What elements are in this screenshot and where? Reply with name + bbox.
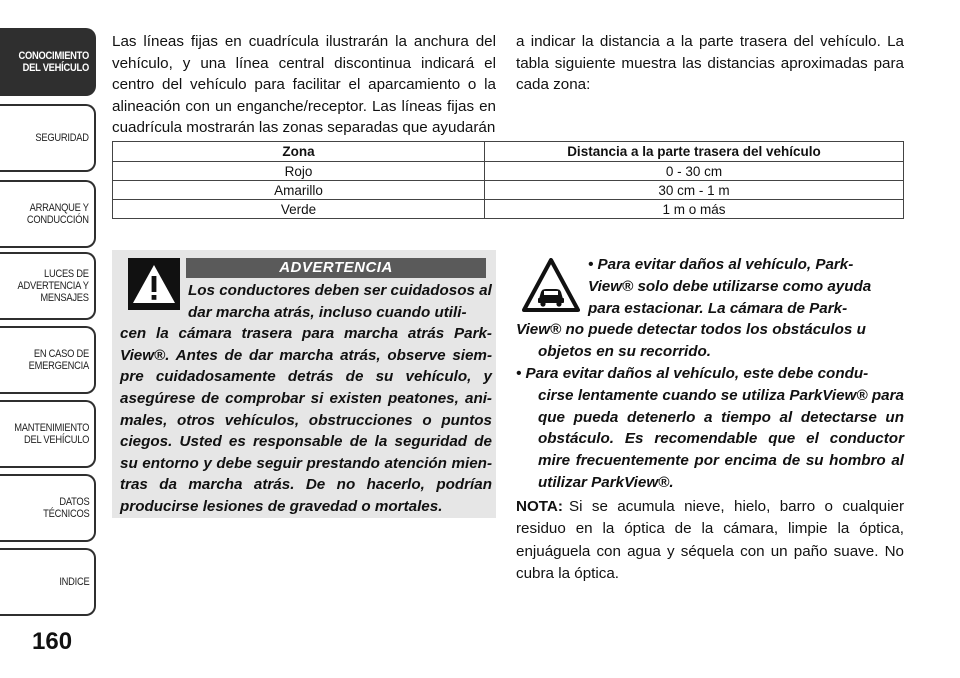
tab-label: ARRANQUE Y CONDUCCIÓN bbox=[27, 202, 89, 226]
tab-label: INDICE bbox=[58, 576, 89, 588]
tab-luces-de-advertencia[interactable] bbox=[0, 252, 96, 320]
nota-text: Si se acumula nieve, hielo, barro o cualquier residuo en la óptica de la cámara, limpie la óptica, enjuáguela con agua y séquela con un paño suave. No cubra la óptica. bbox=[516, 498, 904, 583]
table-row bbox=[113, 162, 904, 181]
tab-label: MANTENIMIENTO DEL VEHÍCULO bbox=[14, 422, 89, 446]
tab-label: SEGURIDAD bbox=[35, 132, 89, 144]
warning-title: ADVERTENCIA bbox=[186, 258, 486, 278]
table-row bbox=[113, 200, 904, 219]
caution-line: objetos en su recorrido. bbox=[538, 343, 712, 361]
caution-line: para estacionar. La cámara de Park- bbox=[588, 299, 848, 317]
table-row bbox=[113, 181, 904, 200]
caution-line: cirse lentamente cuando se utiliza ParkView® para que pueda detenerlo a tiempo al detectarse un obstáculo. Es recomendable que el conductor mire frecuentemente por encima de su hombro al utilizar ParkView®. bbox=[538, 386, 904, 491]
warning-line-2: dar marcha atrás, incluso cuando utili- bbox=[188, 303, 467, 321]
nota-label: NOTA: bbox=[516, 498, 563, 515]
tab-seguridad[interactable] bbox=[0, 104, 96, 172]
warning-body: cen la cámara trasera para marcha atrás Park-View®. Antes de dar marcha atrás, observe siem-pre cuidadosamente detrás de su vehículo, y asegúrese de comprobar si existen peatones, ani-males, otros vehículos, obstrucciones o puntos ciegos. Usted es responsable de la seguridad de su entorno y debe seguir prestando atención mien-tras da marcha atrás. De no hacerlo, podrían producirse lesiones de gravedad o mortales. bbox=[120, 325, 492, 515]
tab-arranque-y-conduccion[interactable] bbox=[0, 180, 96, 248]
warning-line-1: Los conductores deben ser cuidadosos al bbox=[188, 282, 492, 299]
table-cell: Verde bbox=[113, 200, 485, 219]
table-header-distancia: Distancia a la parte trasera del vehículo bbox=[485, 142, 904, 162]
caution-line: View® solo debe utilizarse como ayuda bbox=[588, 277, 872, 295]
caution-notes bbox=[516, 254, 904, 491]
intro-paragraph-left: Las líneas fijas en cuadrícula ilustrarán la anchura del vehículo, y una línea central discontinua indicará el centro del vehículo para facilitar el aparcamiento o la alineación con un enganche/receptor. Las líneas fijas en cuadrícula mostrarán las zonas separadas que ayudarán bbox=[112, 33, 496, 137]
tab-label: CONOCIMIENTO DEL VEHÍCULO bbox=[18, 50, 89, 74]
table-cell: 30 cm - 1 m bbox=[485, 181, 904, 200]
tab-label: EN CASO DE EMERGENCIA bbox=[28, 348, 89, 372]
nota-paragraph bbox=[516, 496, 904, 586]
tab-datos-tecnicos[interactable] bbox=[0, 474, 96, 542]
tab-label: LUCES DE ADVERTENCIA Y MENSAJES bbox=[17, 268, 89, 304]
tab-en-caso-de-emergencia[interactable] bbox=[0, 326, 96, 394]
table-cell: Rojo bbox=[113, 162, 485, 181]
tab-mantenimiento[interactable] bbox=[0, 400, 96, 468]
warning-text bbox=[120, 280, 492, 518]
caution-line: • Para evitar daños al vehículo, este debe condu- bbox=[516, 364, 869, 382]
intro-paragraph-right: a indicar la distancia a la parte trasera del vehículo. La tabla siguiente muestra las distancias aproximadas para cada zona: bbox=[516, 33, 904, 94]
tab-indice[interactable] bbox=[0, 548, 96, 616]
table-cell: Amarillo bbox=[113, 181, 485, 200]
table-cell: 0 - 30 cm bbox=[485, 162, 904, 181]
caution-line: View® no puede detectar todos los obstáculos u bbox=[516, 321, 866, 339]
caution-line: • Para evitar daños al vehículo, Park- bbox=[588, 256, 854, 273]
table-header-zona: Zona bbox=[113, 142, 485, 162]
zone-distance-table bbox=[112, 141, 904, 219]
tab-conocimiento-del-vehiculo[interactable] bbox=[0, 28, 96, 96]
tab-label: DATOS TÉCNICOS bbox=[42, 496, 89, 520]
page-number: 160 bbox=[32, 628, 73, 655]
table-cell: 1 m o más bbox=[485, 200, 904, 219]
caution-text bbox=[516, 254, 904, 494]
warning-box bbox=[112, 250, 496, 518]
table-header-row bbox=[113, 142, 904, 162]
